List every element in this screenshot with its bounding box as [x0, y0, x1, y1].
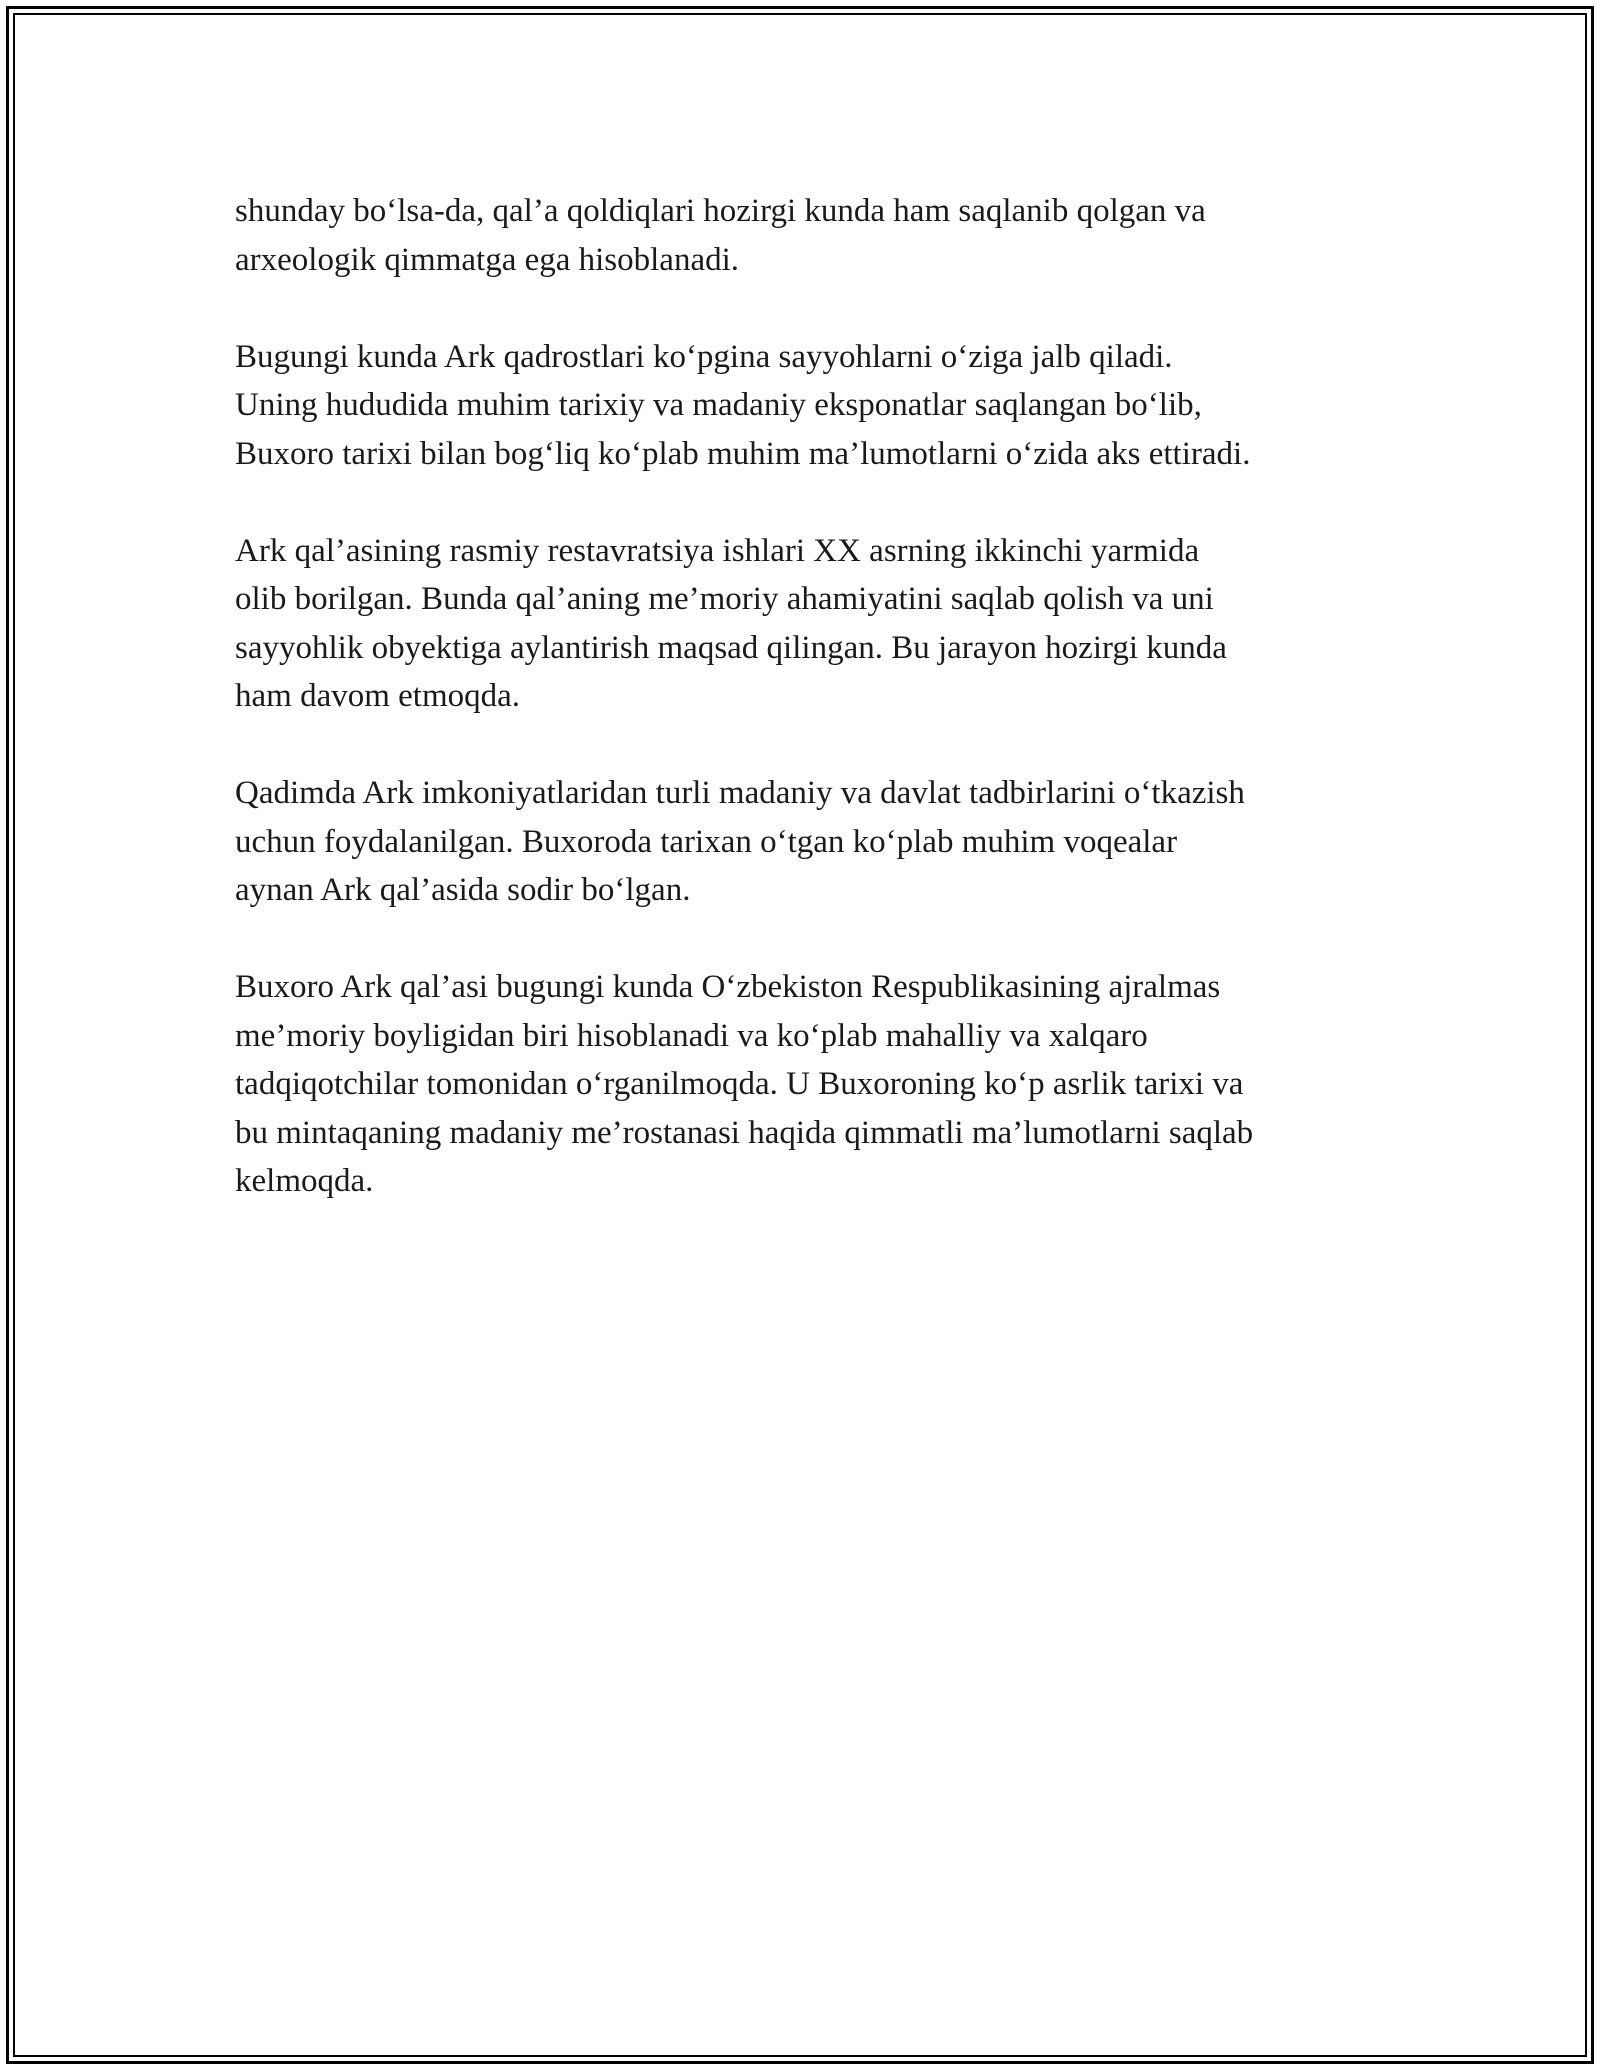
text-line: shunday bo‘lsa-da, qal’a qoldiqlari hozirgi kunda ham saqlanib qolgan va [235, 193, 1206, 229]
text-line: olib borilgan. Bunda qal’aning me’moriy ahamiyatini saqlab qolish va uni [235, 581, 1214, 617]
text-line: arxeologik qimmatga ega hisoblanadi. [235, 241, 740, 278]
text-line: Qadimda Ark imkoniyatlaridan turli madaniy va davlat tadbirlarini o‘tkazish [235, 775, 1245, 811]
text-line: Buxoro Ark qal’asi bugungi kunda O‘zbekiston Respublikasining ajralmas [235, 969, 1221, 1005]
paragraph-4 [235, 769, 1415, 915]
paragraph-3 [235, 527, 1415, 721]
text-line: tadqiqotchilar tomonidan o‘rganilmoqda. U Buxoroning ko‘p asrlik tarixi va [235, 1066, 1244, 1102]
text-line: uchun foydalanilgan. Buxoroda tarixan o‘tgan ko‘plab muhim voqealar [235, 823, 1178, 860]
text-line: Bugungi kunda Ark qadrostlari ko‘pgina sayyohlarni o‘ziga jalb qiladi. [235, 338, 1173, 375]
paragraph-5 [235, 963, 1415, 1206]
text-line: me’moriy boyligidan biri hisoblanadi va ko‘plab mahalliy va xalqaro [235, 1017, 1148, 1054]
paragraph-2 [235, 333, 1415, 479]
text-line: kelmoqda. [235, 1163, 374, 1199]
text-line: Buxoro tarixi bilan bog‘liq ko‘plab muhim ma’lumotlarni o‘zida aks ettiradi. [235, 435, 1251, 472]
text-line: Ark qal’asining rasmiy restavratsiya ishlari XX asrning ikkinchi yarmida [235, 532, 1200, 569]
text-line: Uning hududida muhim tarixiy va madaniy eksponatlar saqlangan bo‘lib, [235, 387, 1202, 423]
paragraph-1 [235, 187, 1415, 284]
text-line: bu mintaqaning madaniy me’rostanasi haqida qimmatli ma’lumotlarni saqlab [235, 1114, 1254, 1151]
text-line: sayyohlik obyektiga aylantirish maqsad qilingan. Bu jarayon hozirgi kunda [235, 629, 1227, 666]
text-line: aynan Ark qal’asida sodir bo‘lgan. [235, 872, 691, 908]
document-body [235, 187, 1415, 1254]
text-line: ham davom etmoqda. [235, 678, 521, 714]
